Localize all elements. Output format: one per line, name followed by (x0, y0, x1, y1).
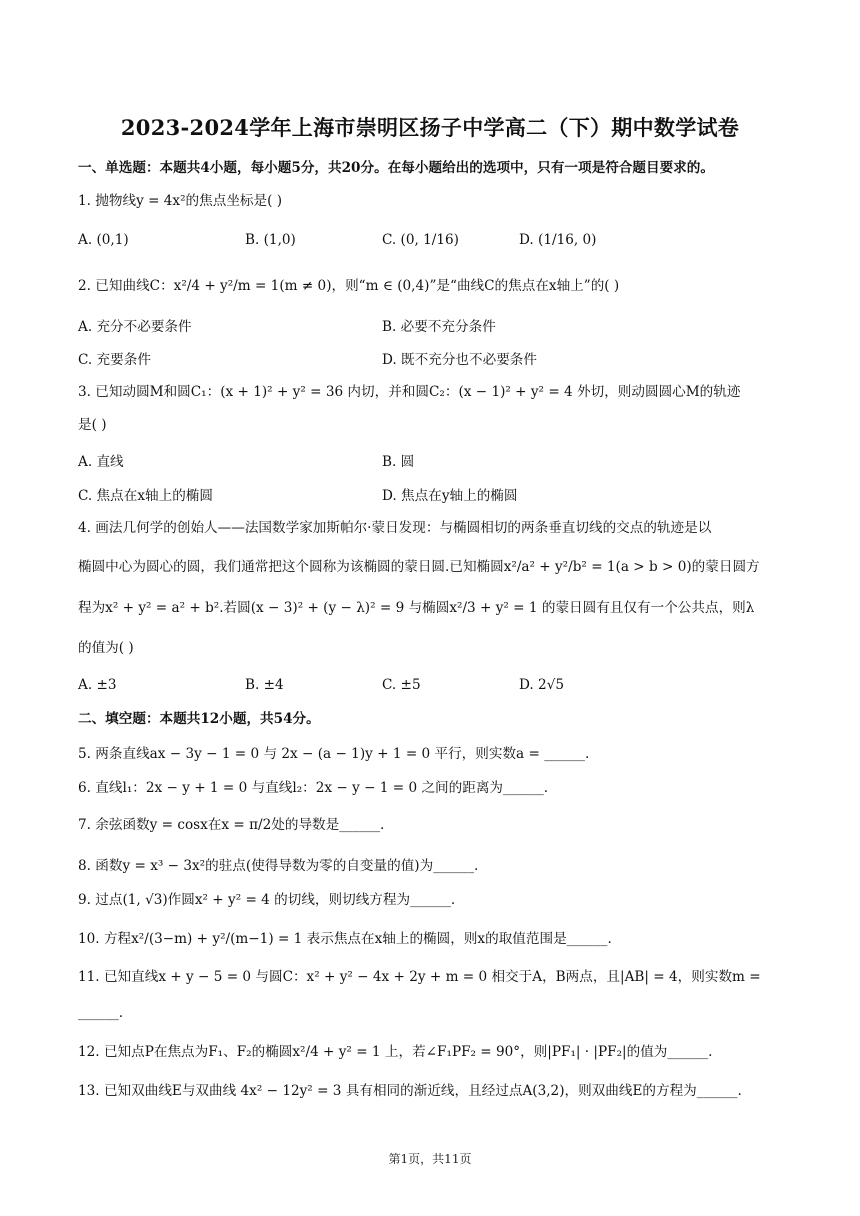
question-12: 12. 已知点P在焦点为F₁、F₂的椭圆x²/4 + y² = 1 上，若∠F₁PF₂ = 90°，则|PF₁| · |PF₂|的值为______. (78, 1044, 713, 1060)
question-11-line-2: ______. (78, 1005, 124, 1021)
question-3-option-d: D. 焦点在y轴上的椭圆 (382, 488, 518, 504)
question-1-option-c: C. (0, 1/16) (382, 232, 459, 248)
question-7: 7. 余弦函数y = cosx在x = π/2处的导数是______. (78, 817, 385, 833)
question-4-option-b: B. ±4 (245, 677, 284, 693)
question-4-stem-line-2: 椭圆中心为圆心的圆，我们通常把这个圆称为该椭圆的蒙日圆.已知椭圆x²/a² + y²/b² = 1(a > b > 0)的蒙日圆方 (78, 559, 760, 575)
page-footer: 第1页，共11页 (388, 1152, 472, 1166)
question-10: 10. 方程x²/(3−m) + y²/(m−1) = 1 表示焦点在x轴上的椭圆，则x的取值范围是______. (78, 931, 612, 947)
page-title: 2023-2024学年上海市崇明区扬子中学高二（下）期中数学试卷 (120, 115, 740, 140)
section-heading-single-choice: 一、单选题：本题共4小题，每小题5分，共20分。在每小题给出的选项中，只有一项是符合题目要求的。 (78, 160, 714, 176)
question-4-option-c: C. ±5 (382, 677, 421, 693)
question-11-line-1: 11. 已知直线x + y − 5 = 0 与圆C：x² + y² − 4x + 2y + m = 0 相交于A，B两点，且|AB| = 4，则实数m = (78, 969, 761, 985)
section-heading-fill-in: 二、填空题：本题共12小题，共54分。 (78, 711, 320, 727)
question-1-stem: 1. 抛物线y = 4x²的焦点坐标是( ) (78, 193, 283, 209)
question-3-stem-line-2: 是( ) (78, 417, 107, 433)
question-13: 13. 已知双曲线E与双曲线 4x² − 12y² = 3 具有相同的渐近线，且经过点A(3,2)，则双曲线E的方程为______. (78, 1083, 742, 1099)
question-5: 5. 两条直线ax − 3y − 1 = 0 与 2x − (a − 1)y + 1 = 0 平行，则实数a = ______. (78, 746, 590, 762)
question-1-option-d: D. (1/16, 0) (519, 232, 597, 248)
question-2-option-a: A. 充分不必要条件 (78, 319, 192, 335)
question-2-option-d: D. 既不充分也不必要条件 (382, 352, 537, 368)
question-2-option-b: B. 必要不充分条件 (382, 319, 496, 335)
question-3-option-a: A. 直线 (78, 454, 124, 470)
question-1-option-b: B. (1,0) (245, 232, 296, 248)
question-3-option-b: B. 圆 (382, 454, 415, 470)
question-4-option-a: A. ±3 (78, 677, 117, 693)
question-2-stem: 2. 已知曲线C：x²/4 + y²/m = 1(m ≠ 0)，则“m ∈ (0,4)”是“曲线C的焦点在x轴上”的( ) (78, 278, 620, 294)
question-4-option-d: D. 2√5 (519, 677, 565, 693)
question-3-option-c: C. 焦点在x轴上的椭圆 (78, 488, 213, 504)
question-4-stem-line-3: 程为x² + y² = a² + b².若圆(x − 3)² + (y − λ)² = 9 与椭圆x²/3 + y² = 1 的蒙日圆有且仅有一个公共点，则λ (78, 600, 755, 616)
question-6: 6. 直线l₁：2x − y + 1 = 0 与直线l₂：2x − y − 1 = 0 之间的距离为______. (78, 780, 549, 796)
question-1-option-a: A. (0,1) (78, 232, 129, 248)
question-8: 8. 函数y = x³ − 3x²的驻点(使得导数为零的自变量的值)为______. (78, 858, 479, 874)
question-9: 9. 过点(1, √3)作圆x² + y² = 4 的切线，则切线方程为______. (78, 892, 456, 908)
question-4-stem-line-4: 的值为( ) (78, 640, 134, 656)
question-3-stem-line-1: 3. 已知动圆M和圆C₁：(x + 1)² + y² = 36 内切，并和圆C₂：(x − 1)² + y² = 4 外切，则动圆圆心M的轨迹 (78, 384, 741, 400)
question-2-option-c: C. 充要条件 (78, 352, 151, 368)
question-4-stem-line-1: 4. 画法几何学的创始人——法国数学家加斯帕尔·蒙日发现：与椭圆相切的两条垂直切线的交点的轨迹是以 (78, 520, 712, 536)
